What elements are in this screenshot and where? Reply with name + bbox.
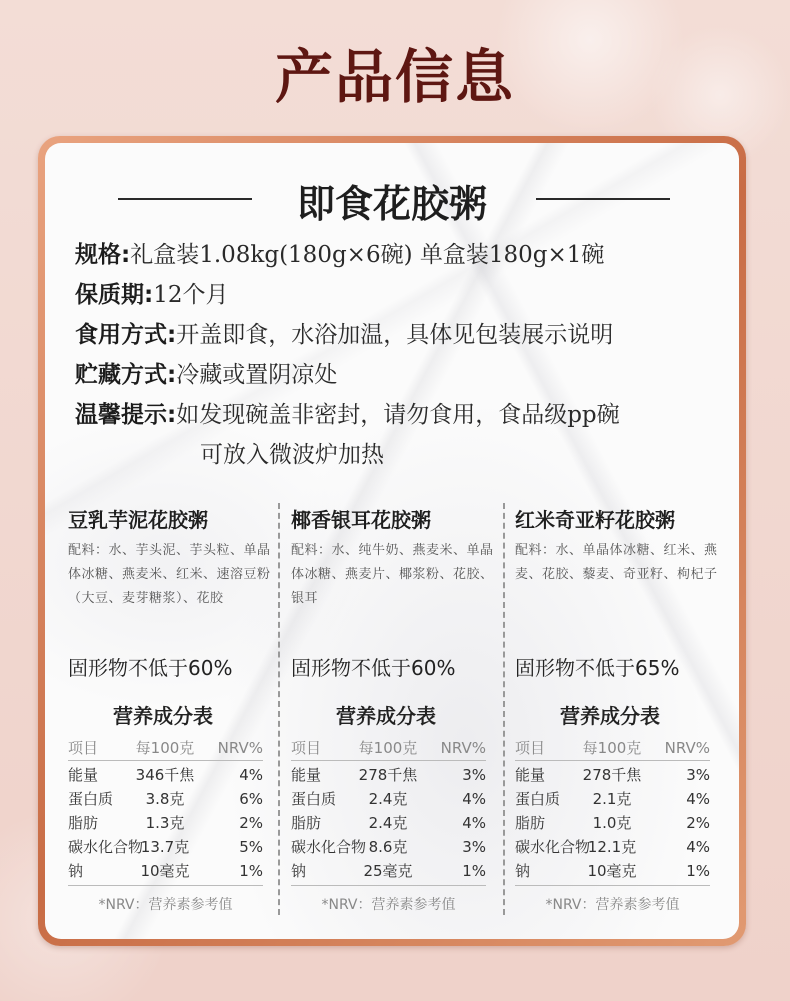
- nutrient-name: 能量: [68, 766, 99, 784]
- nutrient-nrv: 1%: [239, 862, 263, 880]
- nutrient-name: 脂肪: [68, 814, 99, 832]
- nutrient-nrv: 4%: [462, 814, 486, 832]
- product-column-red-rice: [515, 505, 723, 914]
- nutrient-amount: 2.4克: [368, 814, 408, 832]
- table-row: [68, 811, 263, 835]
- nutrient-nrv: 1%: [686, 862, 710, 880]
- header-nrv: NRV%: [440, 739, 486, 757]
- nutrient-name: 能量: [515, 766, 546, 784]
- table-row: [515, 763, 710, 787]
- table-row: [291, 763, 486, 787]
- product-column-coconut: [291, 505, 499, 914]
- nutrient-amount: 10毫克: [587, 862, 637, 880]
- nutrient-amount: 2.4克: [368, 790, 408, 808]
- header-nrv: NRV%: [217, 739, 263, 757]
- nutrient-name: 脂肪: [515, 814, 546, 832]
- usage-value: 开盖即食，水浴加温，具体见包装展示说明: [176, 322, 614, 348]
- nutrient-name: 蛋白质: [68, 790, 114, 808]
- nrv-note: *NRV：营养素参考值: [98, 897, 233, 913]
- table-row: [515, 787, 710, 811]
- nutrient-name: 蛋白质: [291, 790, 337, 808]
- nutrient-nrv: 4%: [462, 790, 486, 808]
- nutrient-nrv: 6%: [239, 790, 263, 808]
- nutrient-amount: 8.6克: [368, 838, 408, 856]
- nutrition-table-title: 营养成分表: [560, 704, 660, 728]
- solids-content: 固形物不低于60%: [68, 656, 233, 680]
- header-nrv: NRV%: [664, 739, 710, 757]
- table-row: [68, 835, 263, 859]
- ingredients: 配料：水、纯牛奶、燕麦米、单晶体冰糖、燕麦片、椰浆粉、花胶、银耳: [291, 543, 494, 606]
- header-per100: 每100克: [582, 739, 642, 757]
- table-row: [291, 787, 486, 811]
- nutrient-nrv: 3%: [462, 766, 486, 784]
- nutrient-amount: 10毫克: [140, 862, 190, 880]
- nrv-note: *NRV：营养素参考值: [545, 897, 680, 913]
- nutrient-name: 碳水化合物: [515, 838, 591, 856]
- shelf-life-row: [75, 275, 715, 315]
- product-specs: [75, 235, 715, 475]
- product-column-taro: [68, 505, 276, 914]
- table-row: [515, 859, 710, 883]
- storage-row: [75, 355, 715, 395]
- nutrient-amount: 278千焦: [358, 766, 418, 784]
- nutrient-nrv: 3%: [462, 838, 486, 856]
- nutrient-name: 脂肪: [291, 814, 322, 832]
- nutrient-amount: 278千焦: [582, 766, 642, 784]
- nrv-note: *NRV：营养素参考值: [321, 897, 456, 913]
- nutrient-amount: 2.1克: [592, 790, 632, 808]
- header-item: 项目: [291, 739, 322, 757]
- column-divider: [503, 503, 505, 915]
- nutrition-table-title: 营养成分表: [113, 704, 213, 728]
- table-header: [291, 735, 486, 761]
- usage-row: [75, 315, 715, 355]
- table-row: [68, 787, 263, 811]
- product-info-card: [45, 143, 739, 939]
- page-title: 产品信息: [274, 43, 515, 111]
- nutrient-amount: 25毫克: [363, 862, 413, 880]
- nutrient-nrv: 5%: [239, 838, 263, 856]
- table-body: [291, 761, 486, 886]
- spec-row: [75, 235, 715, 275]
- product-name: 红米奇亚籽花胶粥: [515, 508, 675, 532]
- header-per100: 每100克: [135, 739, 195, 757]
- table-row: [515, 835, 710, 859]
- nutrient-amount: 3.8克: [145, 790, 185, 808]
- table-row: [291, 835, 486, 859]
- table-row: [291, 811, 486, 835]
- nutrient-name: 钠: [291, 862, 307, 880]
- title-rule-right: [536, 198, 670, 200]
- nutrient-name: 蛋白质: [515, 790, 561, 808]
- nutrient-nrv: 3%: [686, 766, 710, 784]
- nutrient-nrv: 1%: [462, 862, 486, 880]
- header-per100: 每100克: [358, 739, 418, 757]
- tips-label: 温馨提示:: [75, 402, 177, 428]
- spec-value: 礼盒装1.08kg(180g×6碗) 单盒装180g×1碗: [130, 242, 605, 268]
- nutrient-nrv: 4%: [686, 790, 710, 808]
- nutrition-table-title: 营养成分表: [336, 704, 436, 728]
- ingredients: 配料：水、芋头泥、芋头粒、单晶体冰糖、燕麦米、红米、速溶豆粉（大豆、麦芽糖浆）、花胶: [68, 543, 271, 606]
- nutrient-name: 能量: [291, 766, 322, 784]
- nutrient-name: 钠: [515, 862, 531, 880]
- product-name: 豆乳芋泥花胶粥: [68, 508, 208, 532]
- header-item: 项目: [515, 739, 546, 757]
- solids-content: 固形物不低于60%: [291, 656, 456, 680]
- nutrition-table: [515, 735, 710, 914]
- shelf-life-value: 12个月: [153, 282, 229, 308]
- nutrient-nrv: 2%: [686, 814, 710, 832]
- nutrient-name: 钠: [68, 862, 84, 880]
- solids-content: 固形物不低于65%: [515, 656, 680, 680]
- spec-label: 规格:: [75, 242, 131, 268]
- product-name: 椰香银耳花胶粥: [291, 508, 431, 532]
- table-body: [515, 761, 710, 886]
- ingredients: 配料：水、单晶体冰糖、红米、燕麦、花胶、藜麦、奇亚籽、枸杞子: [515, 543, 718, 582]
- table-header: [68, 735, 263, 761]
- nutrition-table: [291, 735, 486, 914]
- nutrient-nrv: 4%: [686, 838, 710, 856]
- tips-continued: 可放入微波炉加热: [200, 442, 384, 468]
- nutrient-amount: 1.3克: [145, 814, 185, 832]
- table-header: [515, 735, 710, 761]
- nutrient-amount: 12.1克: [587, 838, 637, 856]
- nutrient-name: 碳水化合物: [68, 838, 144, 856]
- tips-value: 如发现碗盖非密封，请勿食用，食品级pp碗: [176, 402, 620, 428]
- table-row: [291, 859, 486, 883]
- storage-label: 贮藏方式:: [75, 362, 177, 388]
- table-body: [68, 761, 263, 886]
- product-title: 即食花胶粥: [296, 181, 487, 226]
- tips-row: [75, 395, 715, 435]
- storage-value: 冷藏或置阴凉处: [176, 362, 338, 388]
- header-item: 项目: [68, 739, 99, 757]
- table-row: [68, 763, 263, 787]
- nutrient-nrv: 4%: [239, 766, 263, 784]
- nutrition-table: [68, 735, 263, 914]
- nutrient-amount: 13.7克: [140, 838, 190, 856]
- shelf-life-label: 保质期:: [75, 282, 154, 308]
- nutrient-name: 碳水化合物: [291, 838, 367, 856]
- column-divider: [278, 503, 280, 915]
- usage-label: 食用方式:: [75, 322, 177, 348]
- nutrient-amount: 346千焦: [135, 766, 195, 784]
- table-row: [68, 859, 263, 883]
- nutrient-amount: 1.0克: [592, 814, 632, 832]
- nutrient-nrv: 2%: [239, 814, 263, 832]
- table-row: [515, 811, 710, 835]
